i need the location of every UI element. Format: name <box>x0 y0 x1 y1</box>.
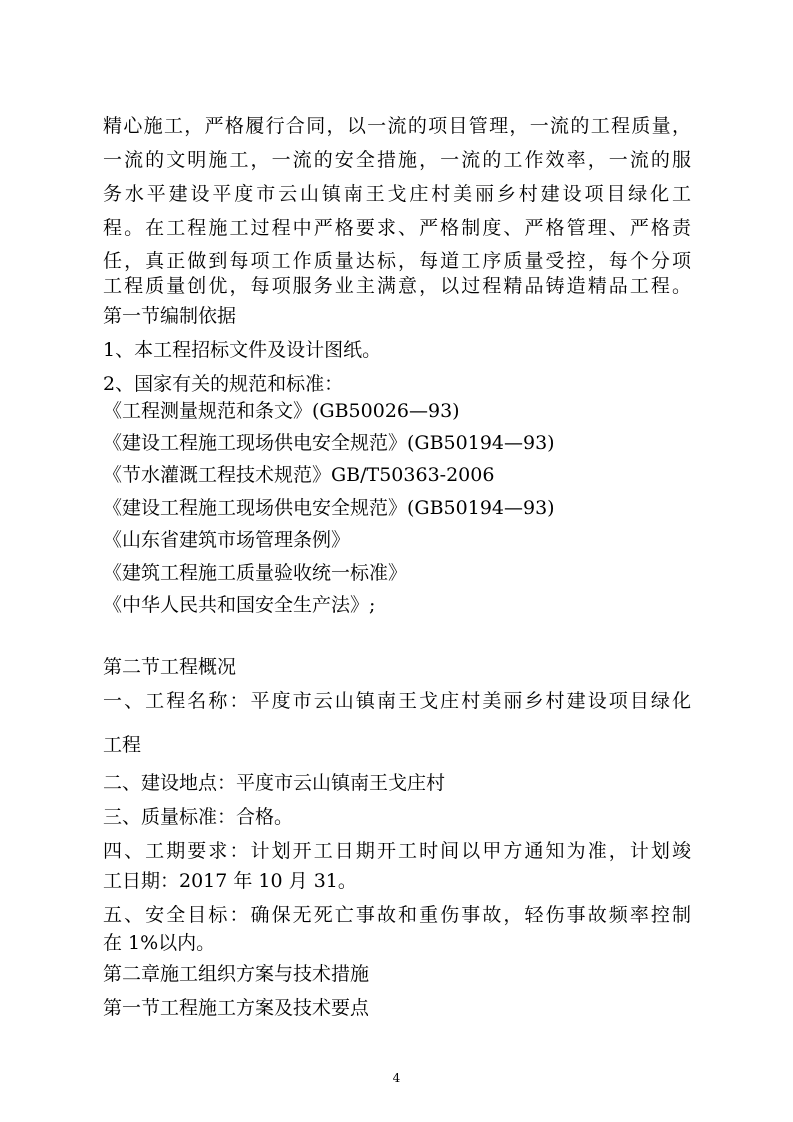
page-number: 4 <box>392 1071 401 1085</box>
intro-line-2: 一流的文明施工，一流的安全措施，一流的工作效率，一流的服 <box>103 149 691 171</box>
standard-item-6: 《建筑工程施工质量验收统一标准》 <box>103 562 408 584</box>
intro-line-3: 务水平建设平度市云山镇南王戈庄村美丽乡村建设项目绿化工 <box>103 183 691 205</box>
schedule-line-1: 四、工期要求：计划开工日期开工时间以甲方通知为准，计划竣 <box>103 840 691 862</box>
section1-heading: 第一节编制依据 <box>103 305 237 327</box>
standard-item-1: 《工程测量规范和条文》(GB50026—93) <box>103 400 460 422</box>
safety-line-2: 在 1%以内。 <box>103 932 216 954</box>
intro-line-6: 工程质量创优，每项服务业主满意，以过程精品铸造精品工程。 <box>103 275 691 297</box>
intro-line-4: 程。在工程施工过程中严格要求、严格制度、严格管理、严格责 <box>103 217 691 239</box>
basis-item-2: 2、国家有关的规范和标准： <box>103 373 344 395</box>
project-name-line-2: 工程 <box>103 734 142 756</box>
standard-item-4: 《建设工程施工现场供电安全规范》(GB50194—93) <box>103 497 555 519</box>
project-name-line-1: 一、工程名称：平度市云山镇南王戈庄村美丽乡村建设项目绿化 <box>103 690 691 712</box>
intro-line-1: 精心施工，严格履行合同，以一流的项目管理，一流的工程质量， <box>103 115 691 137</box>
chapter2-heading: 第二章施工组织方案与技术措施 <box>103 963 370 985</box>
standard-item-5: 《山东省建筑市场管理条例》 <box>103 529 351 551</box>
standard-item-2: 《建设工程施工现场供电安全规范》(GB50194—93) <box>103 432 555 454</box>
schedule-line-2: 工日期：2017 年 10 月 31。 <box>103 870 357 892</box>
section2-heading: 第二节工程概况 <box>103 656 237 678</box>
standard-item-3: 《节水灌溉工程技术规范》GB/T50363-2006 <box>103 464 495 486</box>
safety-line-1: 五、安全目标：确保无死亡事故和重伤事故，轻伤事故频率控制 <box>103 904 691 926</box>
chapter2-section1-heading: 第一节工程施工方案及技术要点 <box>103 997 370 1019</box>
standard-item-7: 《中华人民共和国安全生产法》; <box>103 594 376 616</box>
intro-line-5: 任，真正做到每项工作质量达标，每道工序质量受控，每个分项 <box>103 250 691 272</box>
basis-item-1: 1、本工程招标文件及设计图纸。 <box>103 339 382 361</box>
location-line: 二、建设地点：平度市云山镇南王戈庄村 <box>103 772 446 794</box>
quality-line: 三、质量标准：合格。 <box>103 806 294 828</box>
